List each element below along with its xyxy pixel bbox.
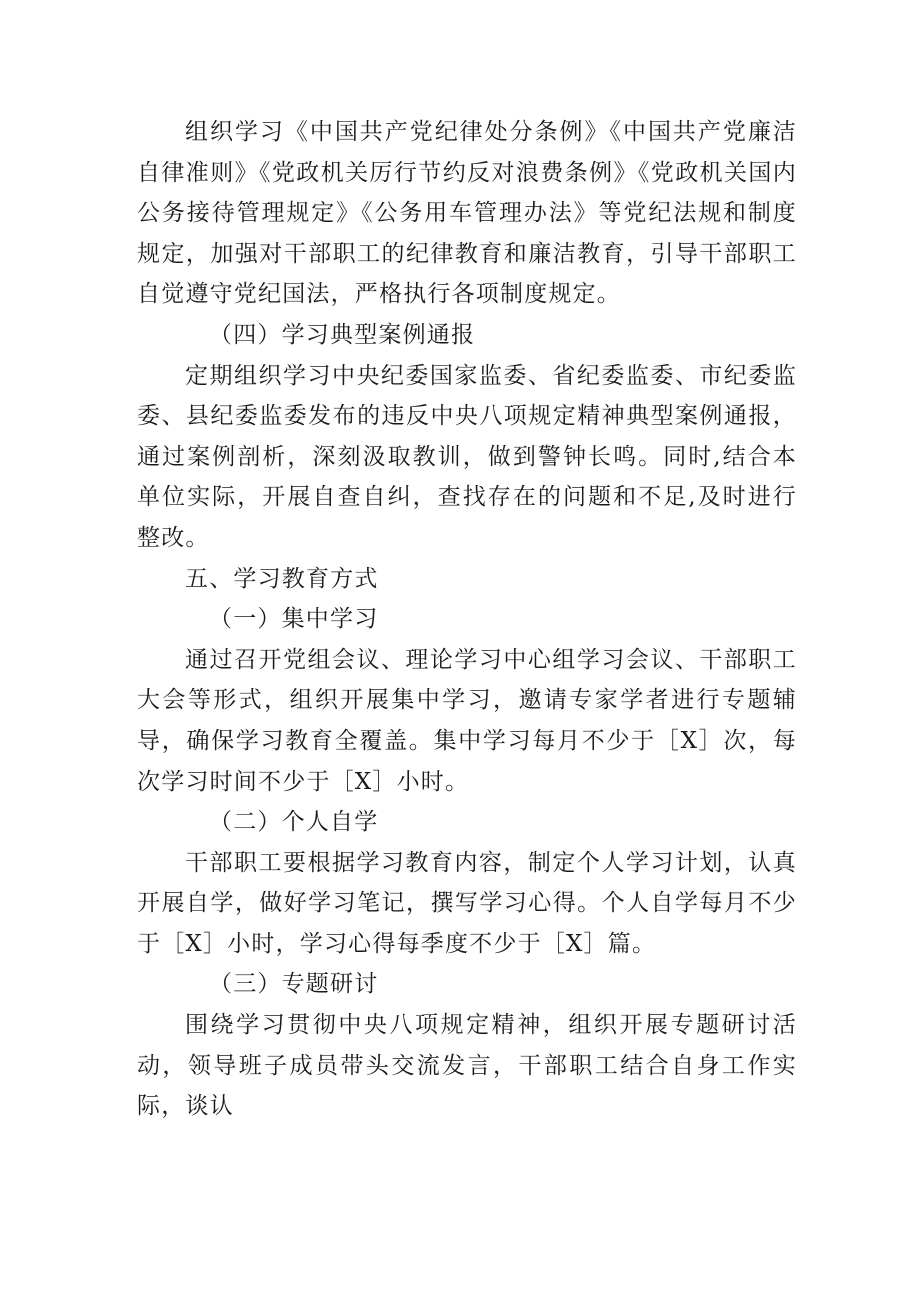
document-body [137,112,797,1127]
paragraph-self-study: 干部职工要根据学习教育内容，制定个人学习计划，认真开展自学，做好学习笔记，撰写学习心得。个人自学每月不少于［X］小时，学习心得每季度不少于［X］篇。 [137,849,797,957]
heading-typical-cases: （四）学习典型案例通报 [209,321,476,348]
paragraph-regulations-study: 组织学习《中国共产党纪律处分条例》《中国共产党廉洁自律准则》《党政机关厉行节约反对浪费条例》《党政机关国内公务接待管理规定》《公务用车管理办法》等党纪法规和制度规定，加强对干部职工的纪律教育和廉洁教育，引导干部职工自觉遵守党纪国法，严格执行各项制度规定。 [137,119,797,308]
paragraph-seminar: 围绕学习贯彻中央八项规定精神，组织开展专题研讨活动，领导班子成员带头交流发言，干部职工结合自身工作实际，谈认 [137,1012,797,1120]
heading-group-study: （一）集中学习 [209,606,379,633]
paragraph-group-study: 通过召开党组会议、理论学习中心组学习会议、干部职工大会等形式，组织开展集中学习，邀请专家学者进行专题辅导，确保学习教育全覆盖。集中学习每月不少于［X］次，每次学习时间不少于［X］小时。 [137,646,797,795]
heading-self-study: （二）个人自学 [209,809,379,836]
heading-study-methods: 五、学习教育方式 [185,565,379,592]
heading-seminar: （三）专题研讨 [209,971,379,998]
paragraph-typical-cases: 定期组织学习中央纪委国家监委、省纪委监委、市纪委监委、县纪委监委发布的违反中央八项规定精神典型案例通报，通过案例剖析，深刻汲取教训，做到警钟长鸣。同时,结合本单位实际，开展自查自纠，查找存在的问题和不足,及时进行整改。 [137,362,797,551]
